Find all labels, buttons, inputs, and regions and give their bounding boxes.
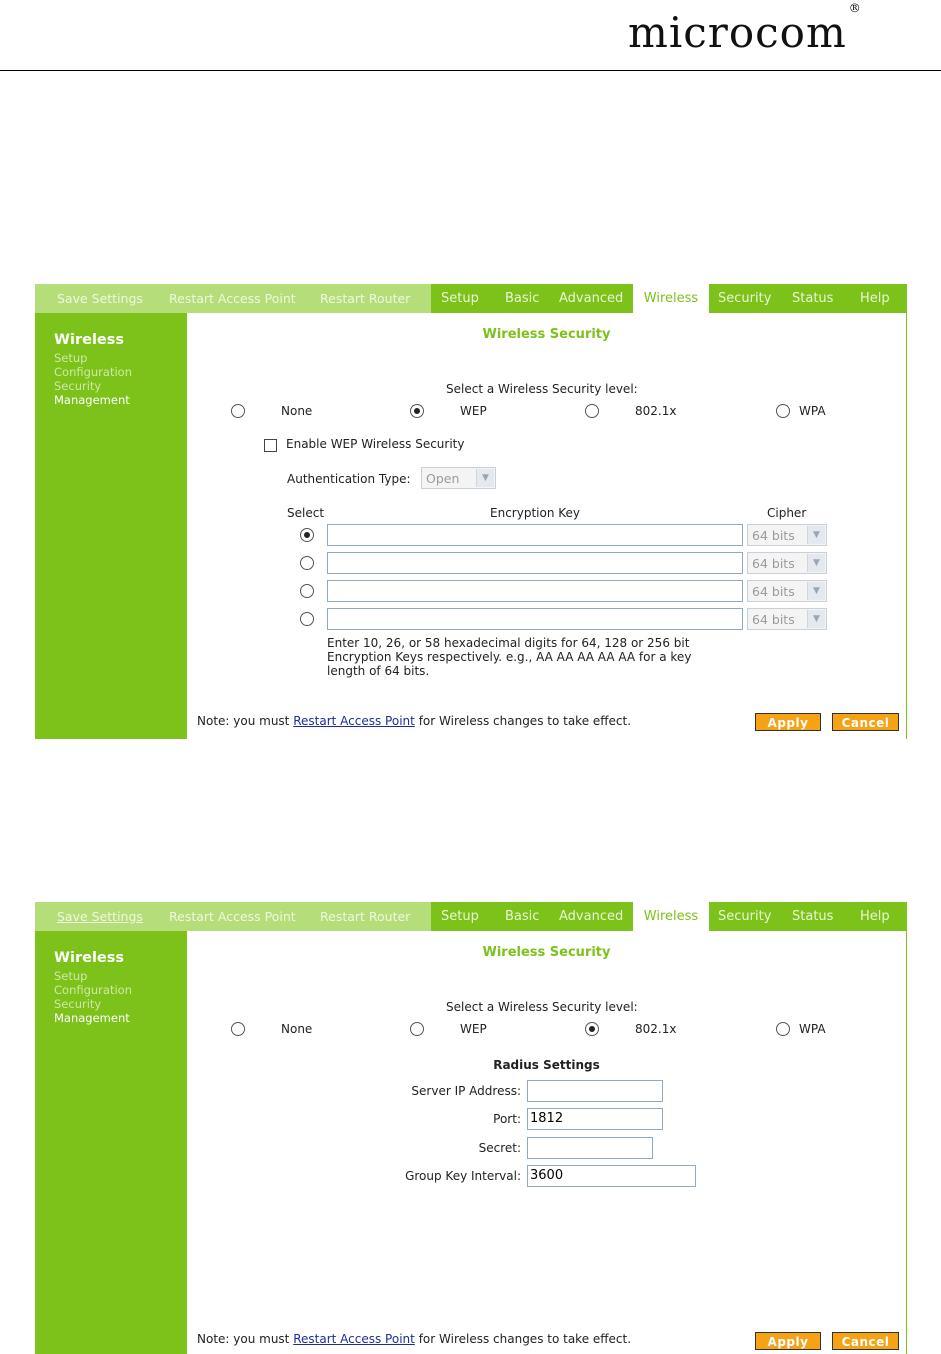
label-8021x: 802.1x — [635, 404, 677, 418]
radio-wep[interactable] — [410, 404, 424, 418]
auth-type-value: Open — [426, 471, 460, 486]
sidebar-item-setup[interactable]: Setup — [54, 969, 88, 983]
key2-cipher-value: 64 bits — [752, 556, 795, 571]
tab-setup[interactable]: Setup — [441, 291, 479, 306]
apply-button[interactable]: Apply — [755, 1332, 821, 1350]
nav-save-settings[interactable]: Save Settings — [57, 909, 143, 924]
key3-radio[interactable] — [300, 584, 314, 598]
radio-wpa[interactable] — [776, 1022, 790, 1036]
chevron-down-icon: ▼ — [807, 554, 825, 572]
wep-panel — [35, 284, 907, 739]
key2-radio[interactable] — [300, 556, 314, 570]
tab-help[interactable]: Help — [860, 909, 890, 924]
radio-wep[interactable] — [410, 1022, 424, 1036]
main-content — [187, 931, 906, 1354]
sidebar-item-configuration[interactable]: Configuration — [54, 365, 132, 379]
nav-restart-router[interactable]: Restart Router — [320, 909, 411, 924]
key1-cipher-value: 64 bits — [752, 528, 795, 543]
nav-restart-access-point[interactable]: Restart Access Point — [169, 291, 296, 306]
label-wep: WEP — [460, 1022, 487, 1036]
restart-access-point-link[interactable]: Restart Access Point — [293, 714, 415, 728]
label-none: None — [281, 404, 313, 418]
tab-basic[interactable]: Basic — [505, 909, 540, 924]
cancel-button[interactable]: Cancel — [832, 713, 899, 731]
restart-note — [197, 714, 631, 728]
tab-help[interactable]: Help — [860, 291, 890, 306]
top-nav-bar — [35, 284, 906, 313]
logo-text: microcom — [628, 8, 847, 57]
label-wep: WEP — [460, 404, 487, 418]
key1-input[interactable] — [327, 524, 743, 546]
tab-advanced[interactable]: Advanced — [559, 291, 624, 306]
sidebar-item-management[interactable]: Management — [54, 1011, 130, 1025]
label-8021x: 802.1x — [635, 1022, 677, 1036]
header-rule — [0, 70, 941, 71]
help-text-line1: Enter 10, 26, or 58 hexadecimal digits for 64, 128 or 256 bit — [327, 636, 690, 650]
key3-input[interactable] — [327, 580, 743, 602]
registered-mark: ® — [848, 1, 862, 15]
server-ip-input[interactable] — [527, 1080, 663, 1102]
secret-input[interactable] — [527, 1137, 653, 1159]
key4-cipher-value: 64 bits — [752, 612, 795, 627]
auth-type-select[interactable] — [421, 467, 496, 489]
nav-restart-access-point[interactable]: Restart Access Point — [169, 909, 296, 924]
key1-radio[interactable] — [300, 528, 314, 542]
tab-status[interactable]: Status — [792, 909, 834, 924]
radius-settings-title: Radius Settings — [493, 1058, 600, 1072]
group-key-interval-label: Group Key Interval: — [405, 1169, 521, 1183]
main-content — [187, 313, 906, 739]
radius-panel — [35, 902, 907, 1354]
microcom-logo — [628, 1, 862, 57]
port-label: Port: — [493, 1112, 521, 1126]
nav-restart-router[interactable]: Restart Router — [320, 291, 411, 306]
note-suffix: for Wireless changes to take effect. — [418, 1332, 632, 1346]
tab-advanced[interactable]: Advanced — [559, 909, 624, 924]
key4-cipher-select[interactable] — [747, 608, 827, 630]
key2-input[interactable] — [327, 552, 743, 574]
key1-cipher-select[interactable] — [747, 524, 827, 546]
key3-cipher-select[interactable] — [747, 580, 827, 602]
server-ip-label: Server IP Address: — [411, 1084, 521, 1098]
note-prefix: Note: you must — [197, 714, 290, 728]
security-level-prompt: Select a Wireless Security level: — [446, 382, 638, 396]
tab-wireless[interactable]: Wireless — [633, 902, 709, 931]
key4-radio[interactable] — [300, 612, 314, 626]
chevron-down-icon: ▼ — [807, 582, 825, 600]
sidebar-item-security[interactable]: Security — [54, 997, 102, 1011]
top-nav-bar — [35, 902, 906, 931]
sidebar-item-security[interactable]: Security — [54, 379, 102, 393]
radio-none[interactable] — [231, 404, 245, 418]
utility-nav — [35, 284, 431, 313]
page-title: Wireless Security — [482, 945, 611, 960]
label-wpa: WPA — [799, 404, 826, 418]
apply-button[interactable]: Apply — [755, 713, 821, 731]
enable-wep-checkbox[interactable] — [264, 439, 277, 452]
enable-wep-label: Enable WEP Wireless Security — [286, 437, 465, 451]
radio-8021x[interactable] — [585, 404, 599, 418]
note-prefix: Note: you must — [197, 1332, 290, 1346]
key4-input[interactable] — [327, 608, 743, 630]
secret-label: Secret: — [478, 1141, 521, 1155]
group-key-interval-input[interactable]: 3600 — [527, 1165, 696, 1187]
tab-security[interactable]: Security — [718, 909, 772, 924]
col-encryption-key-header: Encryption Key — [490, 506, 580, 520]
chevron-down-icon: ▼ — [807, 610, 825, 628]
help-text-line3: length of 64 bits. — [327, 664, 430, 678]
chevron-down-icon: ▼ — [807, 526, 825, 544]
restart-note — [197, 1332, 631, 1346]
nav-save-settings[interactable]: Save Settings — [57, 291, 143, 306]
auth-type-label: Authentication Type: — [287, 472, 411, 486]
tab-setup[interactable]: Setup — [441, 909, 479, 924]
tab-security[interactable]: Security — [718, 291, 772, 306]
col-cipher-header: Cipher — [767, 506, 807, 520]
sidebar-item-configuration[interactable]: Configuration — [54, 983, 132, 997]
key3-cipher-value: 64 bits — [752, 584, 795, 599]
security-level-prompt: Select a Wireless Security level: — [446, 1000, 638, 1014]
note-suffix: for Wireless changes to take effect. — [418, 714, 632, 728]
radio-none[interactable] — [231, 1022, 245, 1036]
label-none: None — [281, 1022, 313, 1036]
sidebar-title: Wireless — [54, 950, 125, 966]
label-wpa: WPA — [799, 1022, 826, 1036]
sidebar-item-setup[interactable]: Setup — [54, 351, 88, 365]
sidebar-item-management[interactable]: Management — [54, 393, 130, 407]
tab-wireless[interactable]: Wireless — [633, 284, 709, 313]
utility-nav — [35, 902, 431, 931]
restart-access-point-link[interactable]: Restart Access Point — [293, 1332, 415, 1346]
sidebar — [35, 931, 187, 1354]
radio-wpa[interactable] — [776, 404, 790, 418]
page-title: Wireless Security — [482, 327, 611, 342]
sidebar — [35, 313, 187, 739]
chevron-down-icon: ▼ — [476, 469, 494, 487]
sidebar-title: Wireless — [54, 332, 125, 348]
tab-basic[interactable]: Basic — [505, 291, 540, 306]
cancel-button[interactable]: Cancel — [832, 1332, 899, 1350]
key2-cipher-select[interactable] — [747, 552, 827, 574]
tab-status[interactable]: Status — [792, 291, 834, 306]
port-input[interactable]: 1812 — [527, 1108, 663, 1130]
help-text-line2: Encryption Keys respectively. e.g., AA AA AA AA AA for a key — [327, 650, 692, 664]
col-select-header: Select — [287, 506, 325, 520]
radio-8021x[interactable] — [585, 1022, 599, 1036]
